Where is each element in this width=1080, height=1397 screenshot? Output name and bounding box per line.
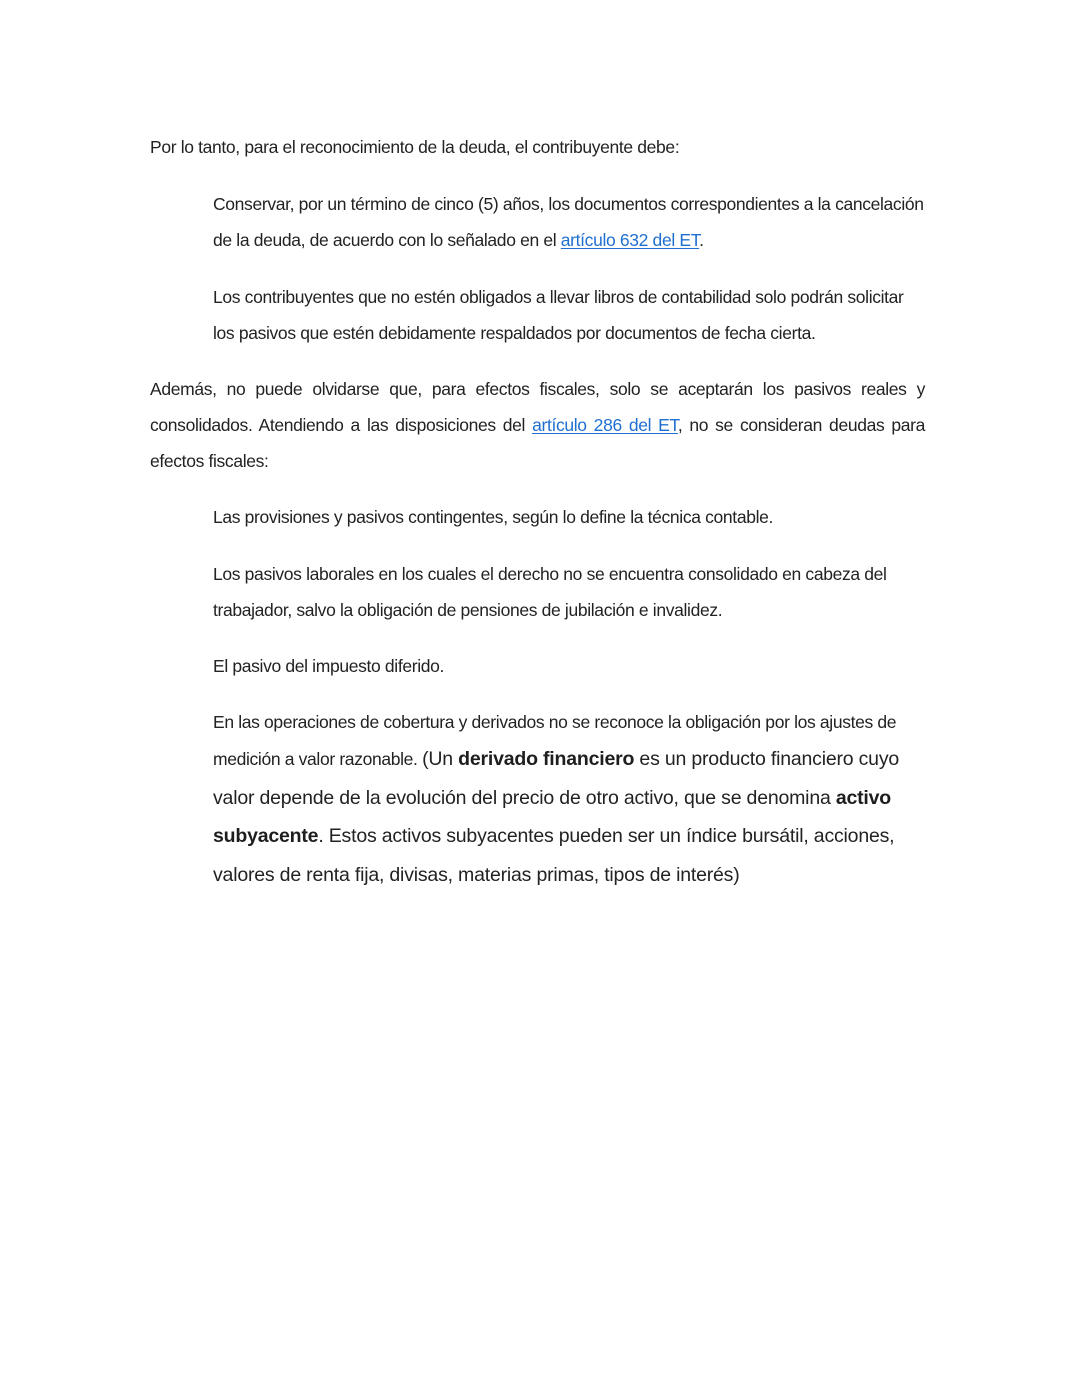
- fiscal-effects-paragraph: [150, 371, 925, 479]
- derivative-definition-end: . Estos activos subyacentes pueden ser un índice bursátil, acciones, valores de renta fija, divisas, materias primas, tipos de interés): [213, 825, 895, 886]
- exclusion-labor-liabilities: Los pasivos laborales en los cuales el derecho no se encuentra consolidado en cabeza del trabajador, salvo la obligación de pensiones de jubilación e invalidez.: [213, 564, 887, 620]
- requirement-no-accounting-books: Los contribuyentes que no estén obligados a llevar libros de contabilidad solo podrán solicitar los pasivos que estén debidamente respaldados por documentos de fecha cierta.: [213, 287, 904, 343]
- requirement-keep-documents: [213, 186, 925, 258]
- term-derivado-financiero: derivado financiero: [458, 748, 635, 770]
- intro-paragraph: Por lo tanto, para el reconocimiento de la deuda, el contribuyente debe:: [150, 137, 680, 157]
- derivative-definition-open: (Un: [422, 748, 459, 770]
- requirement-keep-documents-text: Conservar, por un término de cinco (5) años, los documentos correspondientes a la cancelación de la deuda, de acuerdo con lo señalado en el: [213, 194, 924, 250]
- fiscal-effects-text: Además, no puede olvidarse que, para efectos fiscales, solo se aceptarán los pasivos reales y consolidados. Atendiendo a las disposiciones del: [150, 379, 925, 435]
- exclusion-derivatives: [213, 704, 925, 894]
- derivative-definition-text: es un producto financiero cuyo valor depende de la evolución del precio de otro activo, que se denomina: [213, 748, 900, 809]
- exclusion-deferred-tax: El pasivo del impuesto diferido.: [213, 656, 445, 676]
- term-activo-subyacente: activo subyacente: [213, 786, 891, 847]
- exclusion-derivatives-text: En las operaciones de cobertura y derivados no se reconoce la obligación por los ajustes de medición a valor razonable.: [213, 712, 897, 769]
- requirement-keep-documents-end: .: [699, 230, 704, 250]
- link-articulo-286[interactable]: artículo 286 del ET: [532, 415, 678, 435]
- fiscal-effects-end: , no se consideran deudas para efectos fiscales:: [150, 415, 925, 471]
- link-articulo-632[interactable]: artículo 632 del ET: [560, 230, 700, 250]
- exclusion-provisions: Las provisiones y pasivos contingentes, según lo define la técnica contable.: [213, 507, 774, 527]
